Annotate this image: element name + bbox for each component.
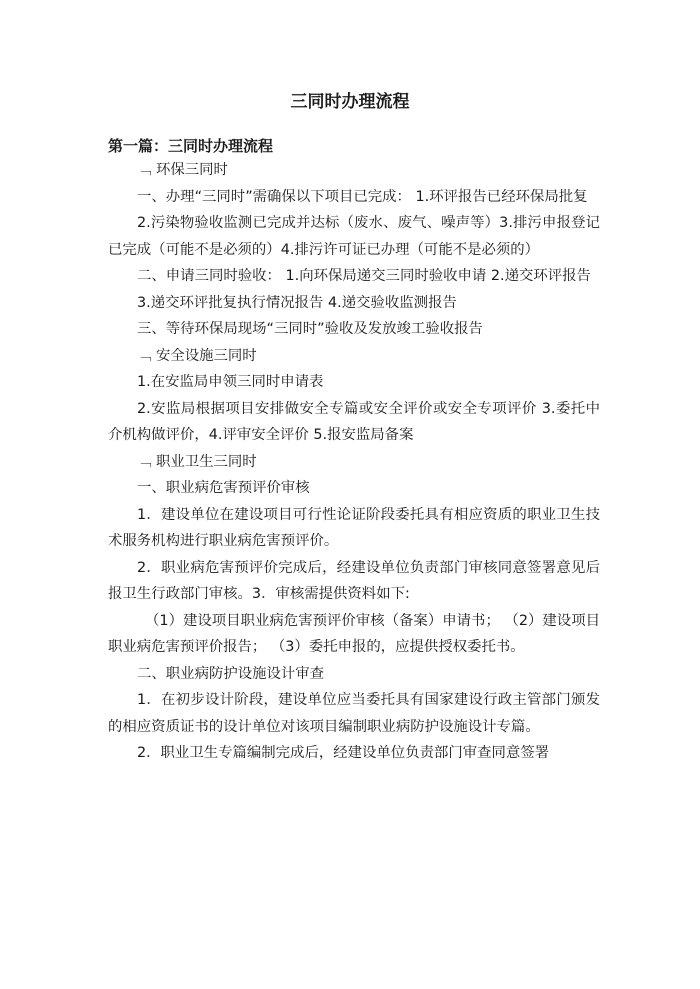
paragraph: 1．建设单位在建设项目可行性论证阶段委托具有相应资质的职业卫生技术服务机构进行职业病危害预评价。 <box>108 506 600 549</box>
paragraph: 3.递交环评批复执行情况报告 4.递交验收监测报告 <box>137 294 457 311</box>
paragraph: 2.安监局根据项目安排做安全专篇或安全评价或安全专项评价 3.委托中介机构做评价，4.评审安全评价 5.报安监局备案 <box>108 400 600 443</box>
paragraph: 二、申请三同时验收： 1.向环保局递交三同时验收申请 2.递交环评报告 <box>137 268 591 284</box>
document-title: 三同时办理流程 <box>290 92 410 112</box>
paragraph: 二、职业病防护设施设计审查 <box>137 665 325 682</box>
paragraph: 一、办理“三同时”需确保以下项目已完成： 1.环评报告已经环保局批复 <box>137 188 588 205</box>
paragraph: （1）建设项目职业病危害预评价审核（备案）申请书； （2）建设项目职业病危害预评价报告； （3）委托申报的，应提供授权委托书。 <box>108 612 600 655</box>
subsection-safety: ﹁ 安全设施三同时 <box>137 347 257 364</box>
paragraph: 2．职业病危害预评价完成后，经建设单位负责部门审核同意签署意见后报卫生行政部门审核。3．审核需提供资料如下: <box>108 559 600 602</box>
paragraph: 1.在安监局申领三同时申请表 <box>137 374 324 390</box>
subsection-occupational-health: ﹁ 职业卫生三同时 <box>137 453 257 470</box>
paragraph: 三、等待环保局现场“三同时”验收及发放竣工验收报告 <box>137 321 483 337</box>
subsection-environmental: ﹁ 环保三同时 <box>137 162 228 178</box>
section-heading: 第一篇：三同时办理流程 <box>108 137 274 155</box>
paragraph: 1．在初步设计阶段，建设单位应当委托具有国家建设行政主管部门颁发的相应资质证书的设计单位对该项目编制职业病防护设施设计专篇。 <box>108 692 600 735</box>
paragraph: 2.污染物验收监测已完成并达标（废水、废气、噪声等）3.排污申报登记已完成（可能不是必须的）4.排污许可证已办理（可能不是必须的） <box>108 215 600 258</box>
paragraph: 一、职业病危害预评价审核 <box>137 480 310 496</box>
paragraph: 2．职业卫生专篇编制完成后，经建设单位负责部门审查同意签署 <box>137 745 550 761</box>
document-body <box>108 157 600 767</box>
